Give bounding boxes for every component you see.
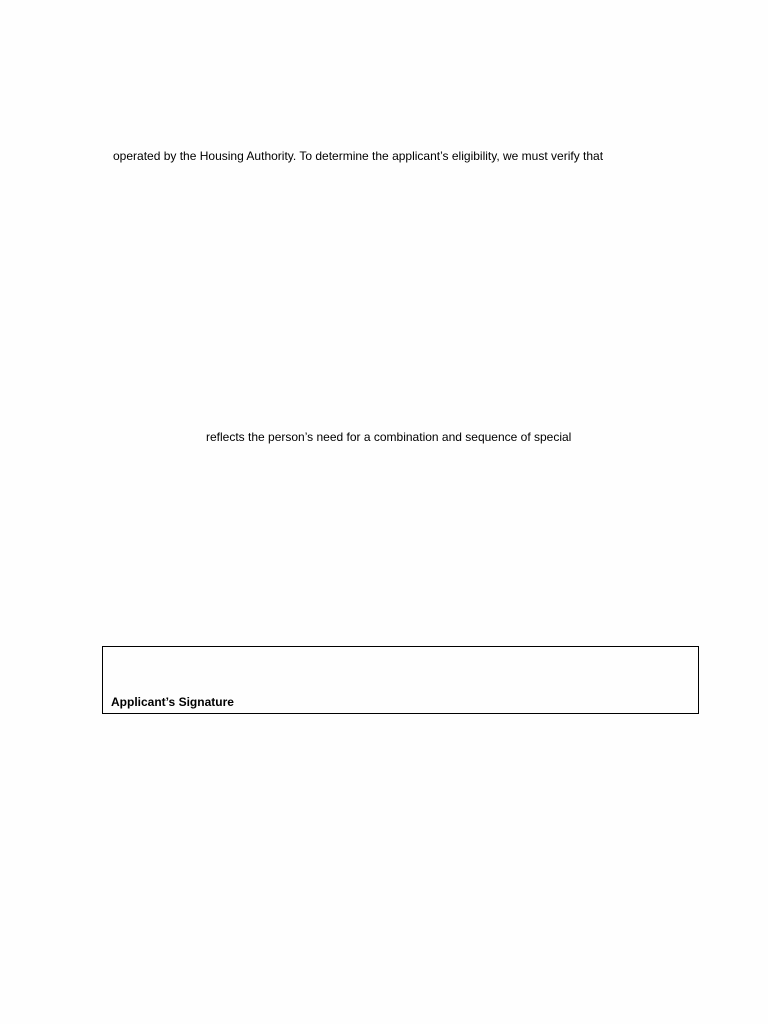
body-text-line: reflects the person’s need for a combination and sequence of special (206, 430, 572, 444)
body-text-line: operated by the Housing Authority. To determine the applicant’s eligibility, we must verify that (113, 149, 604, 163)
signature-label: Applicant’s Signature (111, 695, 234, 709)
signature-box (102, 646, 699, 714)
